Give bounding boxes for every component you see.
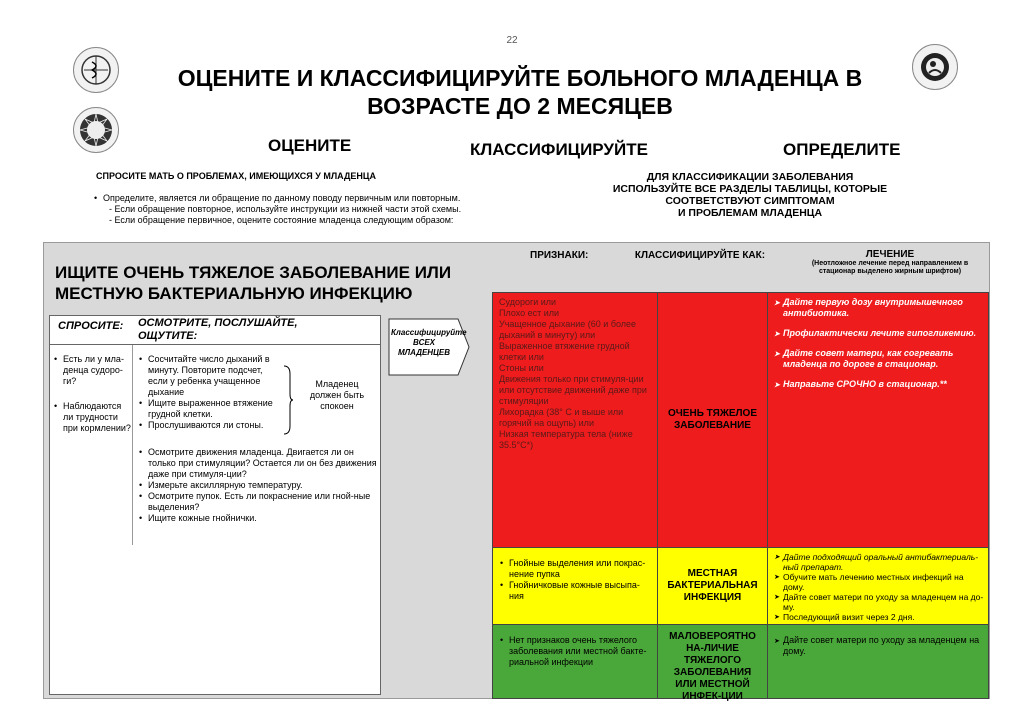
header-treatment: ЛЕЧЕНИЕ	[865, 249, 915, 260]
treatment-item: ➤ Дайте первую дозу внутримышечного антибиотика.	[774, 297, 984, 319]
sign-item: Низкая температура тела (ниже 35.5°С*)	[499, 429, 633, 450]
classification-cell	[658, 548, 768, 624]
assess-box-header	[50, 316, 380, 345]
classification-label: МАЛОВЕРОЯТНО НА-ЛИЧИЕ ТЯЖЕЛОГО ЗАБОЛЕВАНИЯ ИЛИ МЕСТНОЙ ИНФЕК-ЦИИ	[669, 631, 756, 702]
treatment-item: ➤ Дайте совет матери по уходу за младенцем на дому.	[774, 635, 984, 657]
treatment-item: ➤ Дайте совет матери по уходу за младенцем на до-му.	[774, 592, 984, 612]
look-list-continued	[138, 447, 378, 524]
identify-note-line: ДЛЯ КЛАССИФИКАЦИИ ЗАБОЛЕВАНИЯ	[646, 171, 854, 183]
header-classify-as: КЛАССИФИЦИРУЙТЕ КАК:	[634, 250, 766, 261]
assess-intro-text	[93, 193, 523, 226]
treatment-cell	[768, 548, 990, 624]
treatment-cell	[768, 625, 990, 698]
header-treatment-block	[795, 249, 985, 276]
table-row-severe	[492, 292, 989, 548]
sign-item: • Гнойные выделения или покрас-нение пупка	[499, 558, 651, 580]
page-number: 22	[506, 35, 518, 46]
ask-item: • Есть ли у мла-денца судоро-ги?	[53, 354, 131, 387]
treatment-cell	[768, 293, 990, 547]
who-emblem-icon	[73, 47, 119, 93]
treatment-item: ➤ Профилактически лечите гипогликемию.	[774, 328, 984, 339]
classification-cell	[658, 293, 768, 547]
look-item: • Ищите выраженное втяжение грудной клетки.	[138, 398, 278, 420]
ask-list	[53, 354, 131, 434]
assess-intro-dash-2: - Если обращение первичное, оцените состояние младенца следующим образом:	[109, 215, 454, 225]
header-signs: ПРИЗНАКИ:	[530, 250, 589, 261]
assess-divider	[132, 345, 133, 545]
treatment-item: ➤ Обучите мать лечению местных инфекций на дому.	[774, 572, 984, 592]
classification-label: ОЧЕНЬ ТЯЖЕЛОЕ ЗАБОЛЕВАНИЕ	[668, 408, 757, 431]
sign-item: Стоны или	[499, 363, 544, 373]
identify-note	[580, 171, 920, 219]
sign-item: Лихорадка (38° С и выше или горячий на ощупь) или	[499, 407, 624, 428]
ask-item: • Наблюдаются ли трудности при кормлении?	[53, 401, 131, 434]
assess-intro-dash-1: - Если обращение повторное, используйте инструкции из нижней части этой схемы.	[109, 204, 462, 214]
table-row-local-infection	[492, 547, 989, 625]
classification-table	[492, 292, 990, 702]
classify-all-arrow	[388, 318, 470, 376]
signs-cell	[493, 548, 658, 624]
look-label: ОСМОТРИТЕ, ПОСЛУШАЙТЕ, ОЩУТИТЕ:	[138, 317, 298, 342]
signs-cell	[493, 293, 658, 547]
look-list	[138, 354, 278, 431]
look-item: • Ищите кожные гнойнички.	[138, 513, 378, 524]
assess-intro-bullet: • Определите, является ли обращение по данному поводу первичным или повторным.	[93, 193, 523, 204]
header-treatment-note: (Неотложное лечение перед направлением в стационар выделено жирным шрифтом)	[811, 260, 969, 275]
section-heading: ИЩИТЕ ОЧЕНЬ ТЯЖЕЛОЕ ЗАБОЛЕВАНИЕ ИЛИ МЕСТНУЮ БАКТЕРИАЛЬНУЮ ИНФЕКЦИЮ	[55, 263, 452, 303]
look-item: • Осмотрите пупок. Есть ли покраснение или гной-ные выделения?	[138, 491, 378, 513]
signs-cell	[493, 625, 658, 698]
calm-note: Младенец должен быть спокоен	[309, 379, 365, 411]
classification-label: МЕСТНАЯ БАКТЕРИАЛЬНАЯ ИНФЕКЦИЯ	[667, 568, 758, 603]
ask-label: СПРОСИТЕ:	[58, 320, 124, 332]
brace-icon	[282, 364, 294, 436]
column-heading-assess: ОЦЕНИТЕ	[268, 136, 352, 155]
sign-item: Судороги или	[499, 297, 557, 307]
column-heading-classify: КЛАССИФИЦИРУЙТЕ	[470, 140, 648, 159]
treatment-item: ➤ Последующий визит через 2 дня.	[774, 612, 984, 622]
look-item: • Измерьте аксиллярную температуру.	[138, 480, 378, 491]
treatment-item: ➤ Дайте совет матери, как согревать младенца по дороге в стационар.	[774, 348, 984, 370]
treatment-item: ➤ Дайте подходящий оральный антибактериаль-ный препарат.	[774, 552, 984, 572]
look-item: • Сосчитайте число дыханий в минуту. Повторите подсчет, если у ребенка учащенное дыхание	[138, 354, 278, 398]
sign-item: Плохо ест или	[499, 308, 560, 318]
column-heading-identify: ОПРЕДЕЛИТЕ	[783, 140, 901, 159]
assess-box	[49, 315, 381, 695]
assess-intro-heading: СПРОСИТЕ МАТЬ О ПРОБЛЕМАХ, ИМЕЮЩИХСЯ У МЛАДЕНЦА	[96, 171, 377, 181]
treatment-item: ➤ Направьте СРОЧНО в стационар.**	[774, 379, 984, 390]
sign-item: Движения только при стимуля-ции или отсутствие движений даже при стимуляции	[499, 374, 647, 406]
table-row-unlikely	[492, 624, 989, 702]
identify-note-line: ИСПОЛЬЗУЙТЕ ВСЕ РАЗДЕЛЫ ТАБЛИЦЫ, КОТОРЫЕ	[612, 183, 888, 195]
classify-all-text: Классифицируйте ВСЕХ МЛАДЕНЦЕВ	[391, 328, 467, 357]
unicef-emblem-icon	[912, 44, 958, 90]
sign-item: Учащенное дыхание (60 и более дыханий в минуту) или	[499, 319, 637, 340]
sign-item: • Нет признаков очень тяжелого заболевания или местной бакте-риальной инфекции	[499, 635, 651, 668]
sign-item: Выраженное втяжение грудной клетки или	[499, 341, 630, 362]
identify-note-line: СООТВЕТСТВУЮТ СИМПТОМАМ	[665, 195, 835, 207]
kazakhstan-emblem-icon	[73, 107, 119, 153]
look-item: • Осмотрите движения младенца. Двигается ли он только при стимуляции? Остается ли он без движения даже при стимуля-ции?	[138, 447, 378, 480]
identify-note-line: И ПРОБЛЕМАМ МЛАДЕНЦА	[677, 207, 823, 219]
classification-cell	[658, 625, 768, 702]
look-item: • Прослушиваются ли стоны.	[138, 420, 278, 431]
sign-item: • Гнойничковые кожные высыпа-ния	[499, 580, 651, 602]
page-title: ОЦЕНИТЕ И КЛАССИФИЦИРУЙТЕ БОЛЬНОГО МЛАДЕНЦА В ВОЗРАСТЕ ДО 2 МЕСЯЦЕВ	[177, 65, 863, 119]
